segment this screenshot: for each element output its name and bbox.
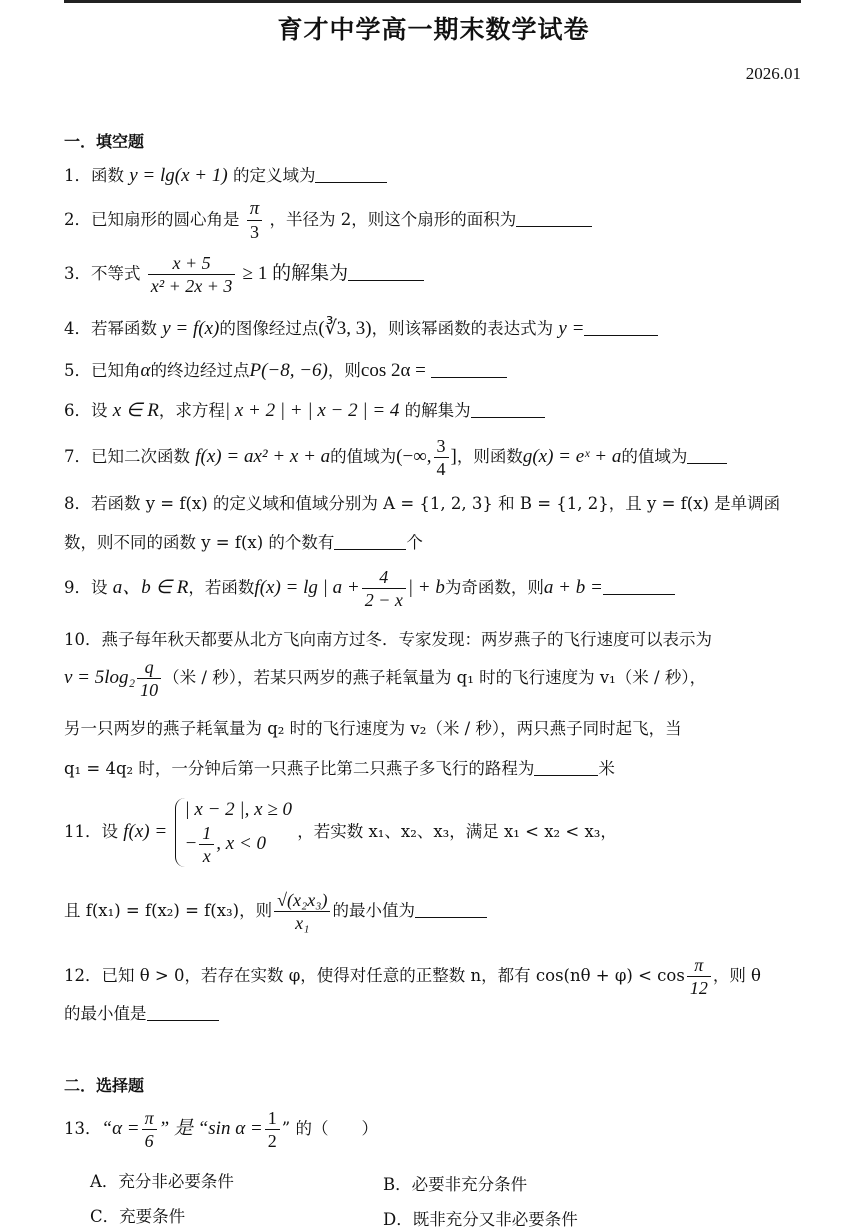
top-rule [64, 0, 801, 3]
piecewise-brace: | x − 2 |, x ≥ 0 − $\frac{1}{x}$ , x < 0 [175, 798, 292, 867]
section-fill-in-blank: 一．填空题 [64, 132, 145, 151]
question-13: 13．“α = $\frac{\pi}{6}$ ” 是 “sin α = $\frac{1}{2}$ ” 的（ ） [64, 1108, 378, 1151]
page-title: 育才中学高一期末数学试卷 [277, 15, 590, 44]
question-6: 6．设 x ∈ R，求方程| x + 2 | + | x − 2 | = 4 的解集为 [64, 399, 545, 423]
fraction: $\frac{1}{2}$ [265, 1107, 280, 1152]
answer-blank[interactable] [348, 262, 424, 281]
question-8: 8．若函数 y = f(x) 的定义域和值域分别为 A = {1, 2, 3} 和 B = {1, 2}，且 y = f(x) 是单调函 [64, 494, 781, 513]
answer-blank[interactable] [534, 757, 598, 776]
question-11: 11．设 f(x) = | x − 2 |, x ≥ 0 − $\frac{1}{x}$ , x < 0 ，若实数 x₁、x₂、x₃，满足 x₁ < x₂ < x₃， [64, 799, 617, 866]
section-multiple-choice: 二．选择题 [64, 1076, 145, 1095]
answer-blank[interactable] [315, 164, 387, 183]
fraction: $\frac{\pi}{12}$ [687, 954, 711, 999]
question-5: 5．已知角α的终边经过点P(−8, −6)，则cos 2α = [64, 359, 507, 383]
fraction: $\frac{4}{2 - x}$ [362, 566, 406, 611]
option-a[interactable]: A．充分非必要条件 [90, 1172, 234, 1191]
fraction: $\frac{\text{√(x₂x₃)}}{\text{x₁}}$ [274, 889, 330, 934]
fraction: $\frac{\pi}{3}$ [247, 198, 263, 243]
question-10-line2: v = 5log₂ $\frac{q}{10}$ （米 / 秒），若某只两岁的燕子耗氧量为 q₁ 时的飞行速度为 v₁（米 / 秒）， [64, 657, 707, 700]
question-10-line4: q₁ = 4q₂ 时，一分钟后第一只燕子比第二只燕子多飞行的路程为 米 [64, 759, 615, 778]
question-8-cont: 数，则不同的函数 y = f(x) 的个数有 个 [64, 533, 423, 552]
answer-blank[interactable] [516, 208, 592, 227]
answer-blank[interactable] [603, 576, 675, 595]
question-2: 2．已知扇形的圆心角是 $\frac{\pi}{3}$ ，半径为 2，则这个扇形的面积为 [64, 198, 592, 243]
question-3: 3．不等式 $\frac{x + 5}{\text{x² + 2x + 3}}$ ≥ 1 的解集为 [64, 252, 424, 297]
question-9: 9．设 a、b ∈ R，若函数f(x) = lg | a + $\frac{4}{2 - x}$ | + b为奇函数，则a + b = [64, 566, 675, 611]
answer-blank[interactable] [584, 317, 658, 336]
question-7: 7．已知二次函数 f(x) = ax² + x + a的值域为(−∞, $\frac{3}{4}$ ]，则函数g(x) = eˣ + a的值域为 [64, 435, 727, 480]
option-d[interactable]: D．既非充分又非必要条件 [383, 1210, 578, 1229]
exam-date: 2026.01 [745, 64, 801, 83]
question-4: 4．若幂函数 y = f(x)的图像经过点(∛3, 3)，则该幂函数的表达式为 y = [64, 317, 658, 341]
answer-blank[interactable] [471, 399, 545, 418]
fraction: $\frac{\pi}{6}$ [142, 1107, 157, 1152]
fraction: $\frac{3}{4}$ [434, 435, 449, 480]
option-b[interactable]: B．必要非充分条件 [383, 1175, 528, 1194]
question-1: 1．函数 y = lg(x + 1) 的定义域为 [64, 164, 387, 188]
answer-blank[interactable] [431, 359, 507, 378]
answer-blank[interactable] [334, 531, 406, 550]
answer-blank[interactable] [147, 1002, 219, 1021]
question-10: 10．燕子每年秋天都要从北方飞向南方过冬．专家发现：两岁燕子的飞行速度可以表示为 [64, 630, 712, 649]
fraction: $\frac{q}{10}$ [137, 656, 161, 701]
answer-blank[interactable] [687, 445, 727, 464]
question-12-line2: 的最小值是 [64, 1002, 219, 1026]
answer-blank[interactable] [415, 899, 487, 918]
question-10-line3: 另一只两岁的燕子耗氧量为 q₂ 时的飞行速度为 v₂（米 / 秒），两只燕子同时起飞，当 [64, 719, 682, 738]
fraction: $\frac{1}{x}$ [199, 822, 214, 867]
question-11-line2: 且 f(x₁) = f(x₂) = f(x₃)，则 $\frac{\text{√(x₂x₃)}}{\text{x₁}}$ 的最小值为 [64, 889, 487, 934]
option-c[interactable]: C．充要条件 [90, 1207, 186, 1226]
question-12: 12．已知 θ > 0，若存在实数 φ，使得对任意的正整数 n，都有 cos(nθ + φ) < cos $\frac{\pi}{12}$ ，则 θ [64, 955, 761, 998]
fraction: $\frac{x + 5}{\text{x² + 2x + 3}}$ [148, 252, 236, 297]
